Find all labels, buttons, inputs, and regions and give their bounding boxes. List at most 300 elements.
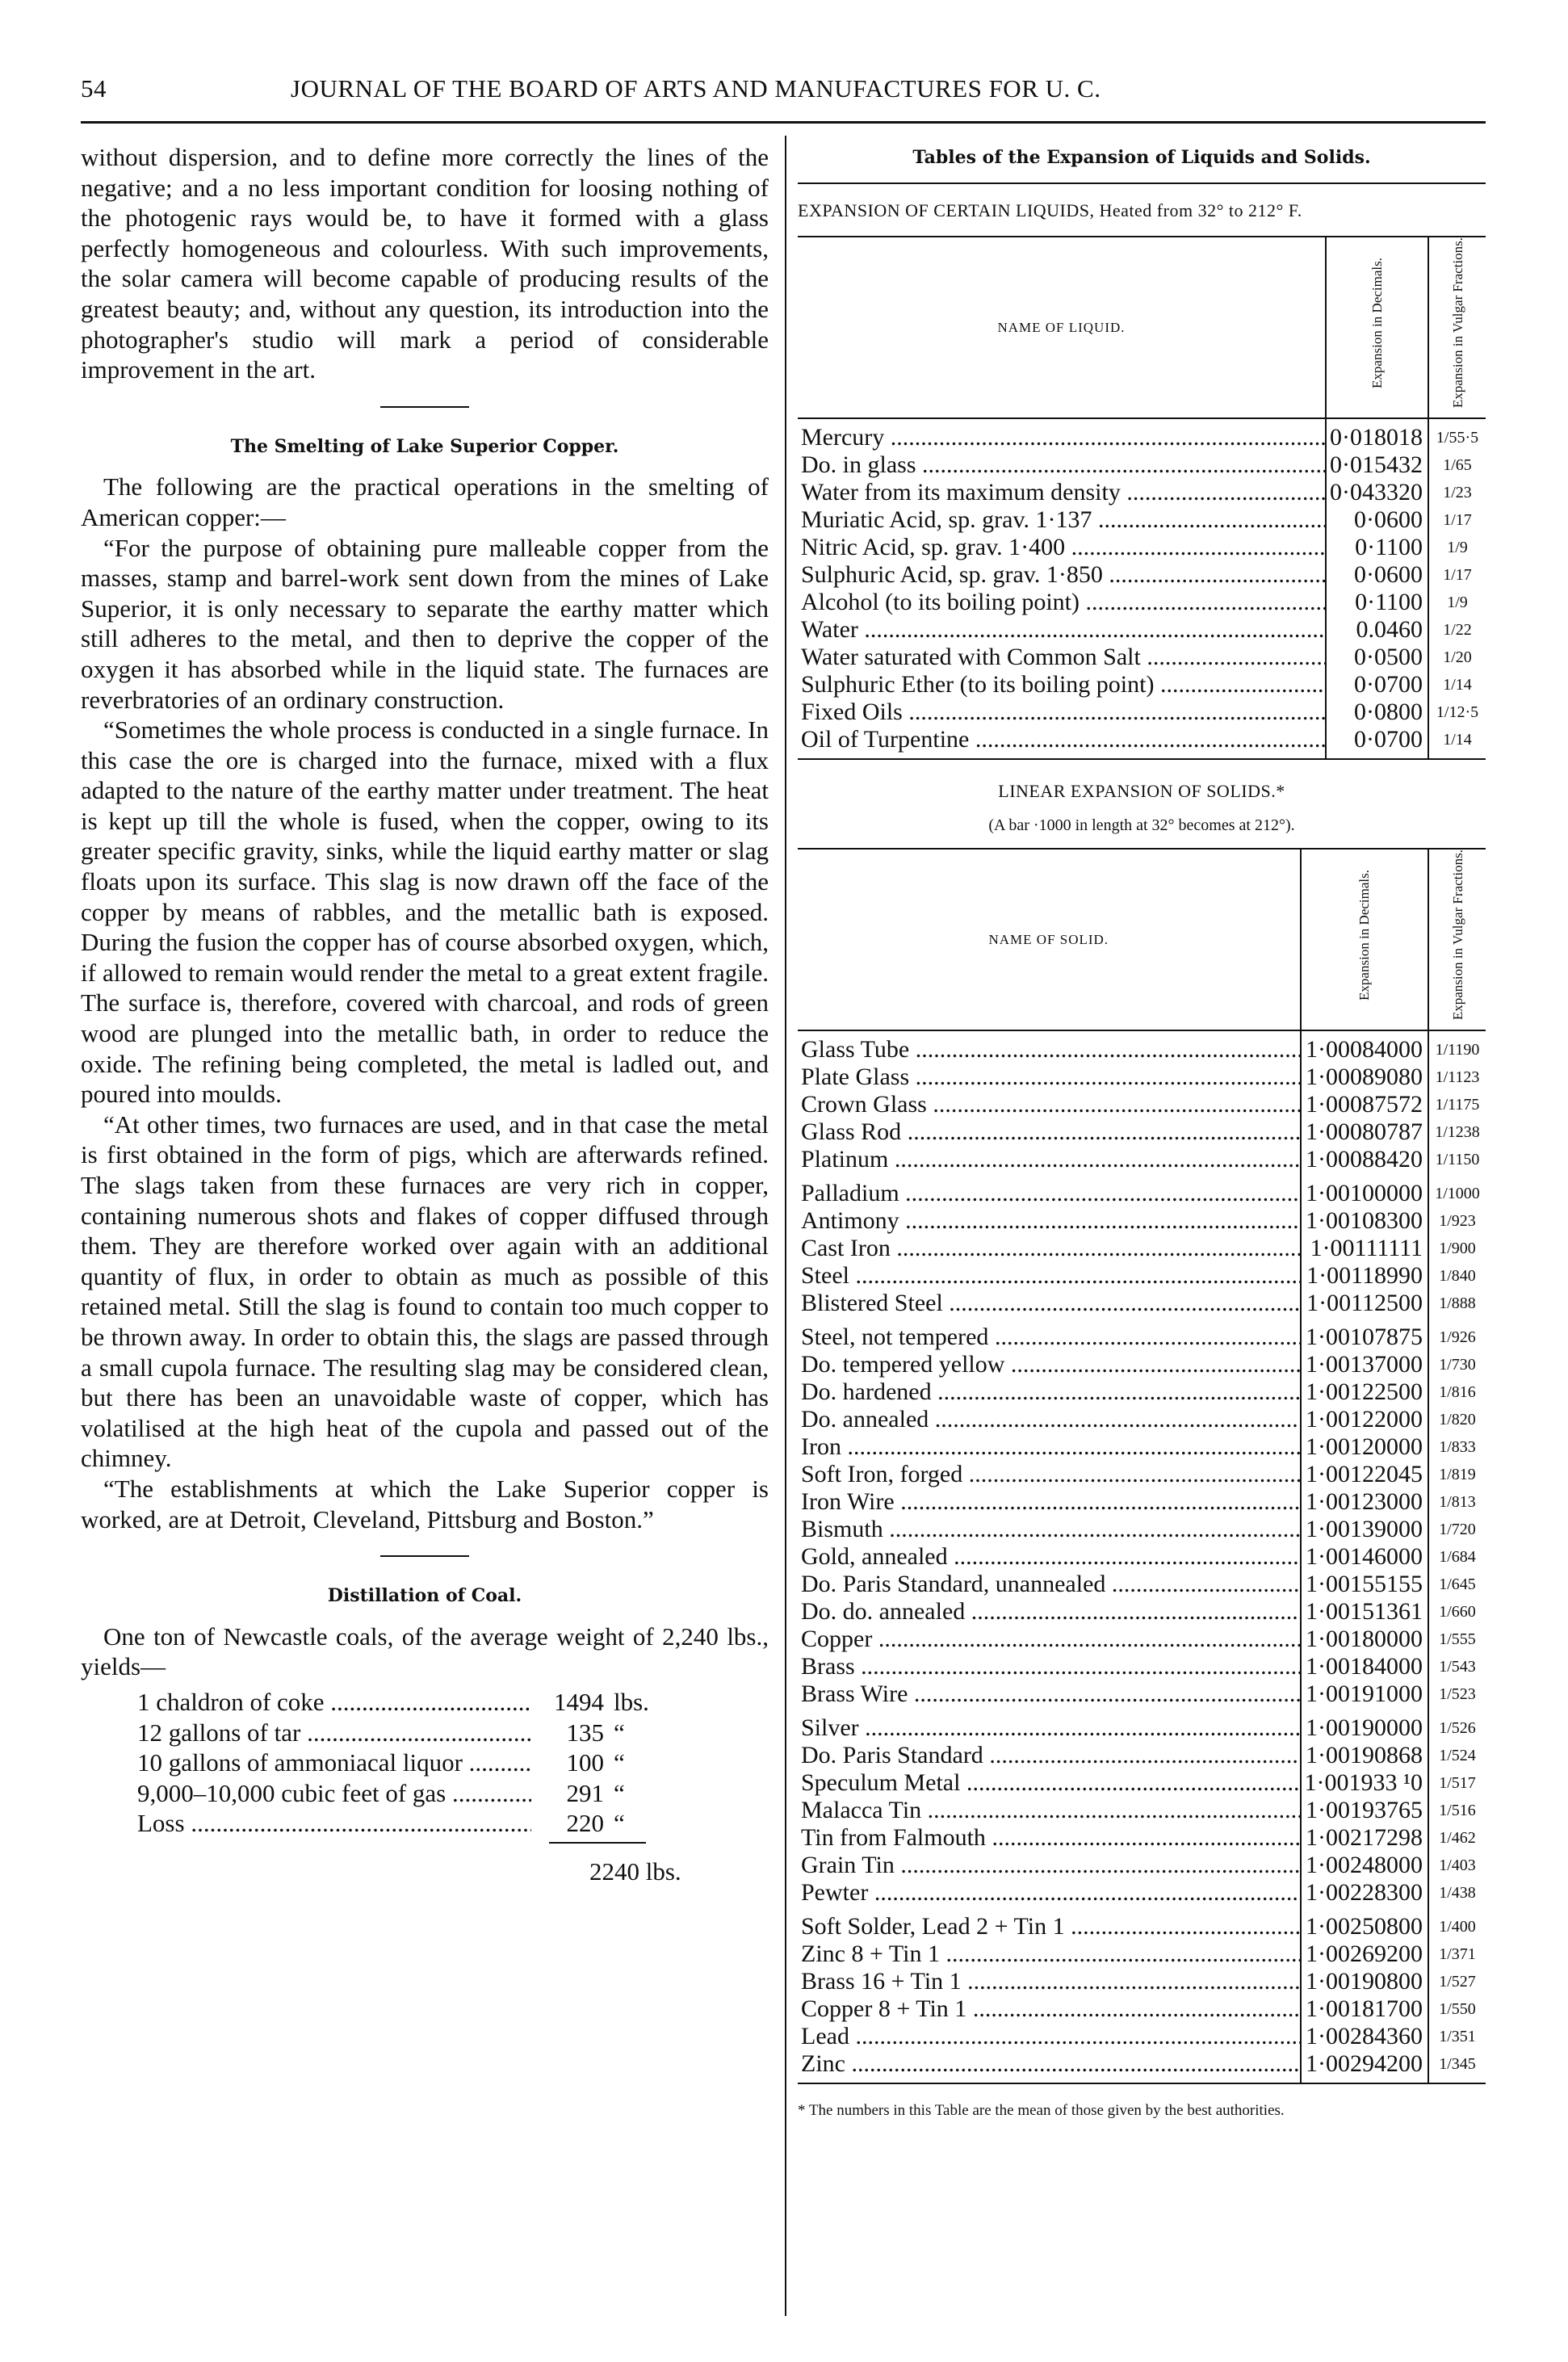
row-name — [798, 1653, 1301, 1680]
table-row — [798, 1516, 1486, 1543]
row-decimal — [1301, 2050, 1428, 2083]
row-fraction-text: 1/840 — [1439, 1267, 1476, 1286]
row-fraction-text: 1/17 — [1443, 566, 1472, 585]
row-decimal — [1301, 1118, 1428, 1146]
table-row — [798, 561, 1486, 589]
row-name-text: Iron Wire ..... — [801, 1488, 1301, 1515]
row-decimal-text: 1·00087572 — [1306, 1091, 1423, 1118]
row-fraction-text: 1/926 — [1439, 1328, 1476, 1347]
row-decimal — [1301, 1769, 1428, 1797]
row-decimal — [1301, 1598, 1428, 1626]
table-row — [798, 1824, 1486, 1852]
row-decimal-text: 1·00190800 — [1306, 1968, 1423, 1995]
row-fraction — [1428, 644, 1486, 671]
table-row — [798, 1708, 1486, 1742]
row-decimal-text: 1·00084000 — [1306, 1036, 1423, 1064]
row-fraction-text: 1/371 — [1439, 1945, 1476, 1964]
row-fraction — [1428, 726, 1486, 759]
row-name — [798, 1433, 1301, 1461]
row-decimal — [1301, 1173, 1428, 1207]
row-decimal — [1301, 1207, 1428, 1235]
table-row — [798, 1995, 1486, 2023]
row-name-text: Plate Glass ..... — [801, 1064, 1301, 1090]
title-rule — [798, 182, 1486, 184]
row-name — [798, 561, 1326, 589]
row-name-text: Blistered Steel ..... — [801, 1290, 1301, 1316]
row-fraction — [1428, 1091, 1486, 1118]
row-name — [798, 1064, 1301, 1091]
coal-yield-item — [137, 1718, 670, 1748]
yield-quantity: 135 — [566, 1718, 604, 1747]
row-fraction-text: 1/923 — [1439, 1212, 1476, 1231]
row-decimal — [1301, 1708, 1428, 1742]
row-decimal — [1301, 1968, 1428, 1995]
liquids-caption: EXPANSION OF CERTAIN LIQUIDS, Heated from 32° to 212° F. — [798, 200, 1302, 220]
row-fraction — [1428, 479, 1486, 506]
row-fraction-text: 1/22 — [1443, 621, 1472, 640]
row-decimal-text: 1·00294200 — [1306, 2050, 1423, 2078]
row-decimal — [1301, 1351, 1428, 1378]
row-name — [798, 1571, 1301, 1598]
row-name — [798, 589, 1326, 616]
smelting-paragraph: “Sometimes the whole process is conducted in a single furnace. In this case the ore is charged into the furnace, mixed with a flux adapted to the nature of the earthy matter under treatment. The heat is kept up till the whole is fused, when the copper, owing to its greater specific gravity, sinks, while the liquid earthy matter or slag floats upon its surface. This slag is now drawn off the face of the copper by means of rabbles, and the metallic bath is exposed. During the fusion the copper has of course absorbed oxygen, which, if allowed to remain would render the metal to a great extent fragile. The surface is, therefore, covered with charcoal, and rods of green wood are plunged into the metallic bath, in order to reduce the oxide. The refining being completed, the metal is ladled out, and poured into moulds. — [81, 715, 769, 1109]
table-row — [798, 1680, 1486, 1708]
row-fraction — [1428, 1680, 1486, 1708]
row-fraction — [1428, 1146, 1486, 1173]
table-row — [798, 1852, 1486, 1879]
solids-fraction-header — [1428, 849, 1486, 1030]
row-fraction-text: 1/351 — [1439, 2028, 1476, 2046]
row-decimal — [1326, 616, 1428, 644]
row-name-text: Steel ..... — [801, 1262, 1301, 1289]
table-row — [798, 1461, 1486, 1488]
yield-quantity: 220 — [566, 1809, 604, 1838]
row-name-text: Pewter ..... — [801, 1879, 1301, 1906]
row-fraction-text: 1/400 — [1439, 1918, 1476, 1936]
row-fraction — [1428, 1378, 1486, 1406]
row-decimal — [1301, 1653, 1428, 1680]
column-divider — [785, 136, 786, 2316]
row-name-text: Do. in glass ..... — [801, 451, 1326, 478]
row-name-text: Steel, not tempered ..... — [801, 1324, 1301, 1350]
row-fraction — [1428, 1406, 1486, 1433]
row-fraction-text: 1/833 — [1439, 1438, 1476, 1457]
row-decimal — [1301, 1378, 1428, 1406]
row-fraction-text: 1/516 — [1439, 1802, 1476, 1820]
row-name-text: Muriatic Acid, sp. grav. 1·137 ..... — [801, 506, 1326, 533]
table-row — [798, 1433, 1486, 1461]
coal-yield-item — [137, 1747, 670, 1778]
row-name — [798, 1235, 1301, 1262]
row-decimal — [1301, 1091, 1428, 1118]
section-rule — [380, 406, 469, 408]
table-row — [798, 1543, 1486, 1571]
row-name — [798, 616, 1326, 644]
row-name-text: Palladium ..... — [801, 1180, 1301, 1206]
yield-unit: “ — [614, 1809, 625, 1838]
row-decimal-text: 1·00118990 — [1306, 1262, 1423, 1290]
row-decimal — [1301, 1907, 1428, 1940]
row-fraction — [1428, 1708, 1486, 1742]
row-name-text: Sulphuric Ether (to its boiling point) ..... — [801, 671, 1326, 698]
row-name — [798, 1852, 1301, 1879]
liquids-fraction-header — [1428, 237, 1486, 418]
table-row — [798, 644, 1486, 671]
row-name-text: Copper ..... — [801, 1626, 1301, 1652]
row-name-text: Bismuth ..... — [801, 1516, 1301, 1542]
row-fraction-text: 1/9 — [1447, 594, 1468, 612]
row-fraction — [1428, 1968, 1486, 1995]
yield-label: 1 chaldron of coke ..... — [137, 1687, 531, 1718]
journal-title: JOURNAL OF THE BOARD OF ARTS AND MANUFACTURES FOR U. C. — [291, 74, 1101, 103]
table-row — [798, 699, 1486, 726]
row-name-text: Brass 16 + Tin 1 ..... — [801, 1968, 1301, 1995]
smelting-title: The Smelting of Lake Superior Copper. — [230, 435, 619, 457]
row-decimal — [1301, 1030, 1428, 1064]
row-fraction — [1428, 451, 1486, 479]
row-fraction — [1428, 1995, 1486, 2023]
table-row — [798, 534, 1486, 561]
row-fraction-text: 1/730 — [1439, 1356, 1476, 1374]
table-row — [798, 1940, 1486, 1968]
row-decimal-text: 1·00269200 — [1306, 1940, 1423, 1968]
row-fraction-text: 1/900 — [1439, 1240, 1476, 1258]
table-row — [798, 1378, 1486, 1406]
table-row — [798, 589, 1486, 616]
row-decimal — [1326, 726, 1428, 759]
tables-title: Tables of the Expansion of Liquids and Solids. — [912, 147, 1371, 168]
yield-quantity: 1494 — [554, 1687, 604, 1716]
row-fraction-text: 1/14 — [1443, 676, 1472, 694]
row-decimal — [1301, 1488, 1428, 1516]
table-row — [798, 1598, 1486, 1626]
row-decimal-text: 0·0600 — [1354, 561, 1423, 589]
row-decimal-text: 1·00122000 — [1306, 1406, 1423, 1433]
row-name — [798, 1742, 1301, 1769]
table-row — [798, 1571, 1486, 1598]
row-name — [798, 1626, 1301, 1653]
row-name-text: Iron ..... — [801, 1433, 1301, 1460]
table-row — [798, 1030, 1486, 1064]
row-decimal — [1301, 2023, 1428, 2050]
row-decimal-text: 1·00190868 — [1306, 1742, 1423, 1769]
row-fraction — [1428, 1173, 1486, 1207]
row-name — [798, 1461, 1301, 1488]
row-name — [798, 1995, 1301, 2023]
row-name — [798, 1968, 1301, 1995]
row-name — [798, 1598, 1301, 1626]
row-name — [798, 726, 1326, 759]
row-decimal — [1301, 1824, 1428, 1852]
row-fraction-text: 1/1000 — [1435, 1185, 1480, 1203]
row-name-text: Tin from Falmouth ..... — [801, 1824, 1301, 1851]
row-fraction-text: 1/23 — [1443, 484, 1472, 502]
row-decimal — [1301, 1680, 1428, 1708]
solids-name-header: NAME OF SOLID. — [798, 849, 1301, 1030]
solids-caption: LINEAR EXPANSION OF SOLIDS.* — [998, 781, 1285, 802]
table-row — [798, 1879, 1486, 1907]
row-fraction-text: 1/1175 — [1435, 1096, 1480, 1114]
row-decimal-text: 0·0800 — [1354, 699, 1423, 726]
row-decimal-text: 1·00250800 — [1306, 1913, 1423, 1940]
row-decimal-text: 0·0600 — [1354, 506, 1423, 534]
coal-yield-item — [137, 1808, 670, 1839]
row-fraction — [1428, 1824, 1486, 1852]
table-row — [798, 451, 1486, 479]
row-fraction-text: 1/1123 — [1435, 1068, 1480, 1087]
row-fraction — [1428, 1879, 1486, 1907]
row-name-text: Glass Tube ..... — [801, 1036, 1301, 1063]
row-fraction — [1428, 1118, 1486, 1146]
smelting-paragraph: “At other times, two furnaces are used, and in that case the metal is first obtained in the form of pigs, which are afterwards refined. The slags taken from these furnaces are very rich in copper, containing numerous shots and flakes of copper diffused through them. They are therefore worked over again with an additional quantity of flux, in order to obtain as much as possible of this retained metal. Still the slag is found to contain too much copper to be thrown away. In order to obtain this, the slags are passed through a small cupola furnace. The resulting slag may be considered clean, but there has been an unavoidable waste of copper, which has volatilised at the high heat of the cupola and passed out of the chimney. — [81, 1110, 769, 1473]
row-decimal — [1301, 1797, 1428, 1824]
row-fraction-text: 1/14 — [1443, 731, 1472, 749]
row-name — [798, 1708, 1301, 1742]
row-name-text: Fixed Oils ..... — [801, 699, 1326, 725]
row-decimal-text: 0·1100 — [1355, 534, 1423, 561]
row-fraction — [1428, 1262, 1486, 1290]
liquids-body — [798, 418, 1486, 759]
row-fraction-text: 1/819 — [1439, 1466, 1476, 1484]
table-row — [798, 1907, 1486, 1940]
row-name — [798, 2023, 1301, 2050]
row-fraction-text: 1/523 — [1439, 1685, 1476, 1704]
row-decimal — [1326, 561, 1428, 589]
row-fraction — [1428, 2023, 1486, 2050]
row-decimal-text: 1·00181700 — [1306, 1995, 1423, 2023]
row-fraction — [1428, 2050, 1486, 2083]
page-number: 54 — [81, 74, 107, 103]
table-row — [798, 1653, 1486, 1680]
row-decimal-text: 1·00120000 — [1306, 1433, 1423, 1461]
row-decimal — [1301, 1406, 1428, 1433]
row-decimal-text: 1·00146000 — [1306, 1543, 1423, 1571]
row-decimal — [1326, 589, 1428, 616]
row-name — [798, 1488, 1301, 1516]
row-decimal-text: 1·00089080 — [1306, 1064, 1423, 1091]
table-row — [798, 1769, 1486, 1797]
row-fraction — [1428, 1235, 1486, 1262]
row-decimal-text: 1·00228300 — [1306, 1879, 1423, 1907]
row-fraction — [1428, 1317, 1486, 1351]
yield-label: 12 gallons of tar ..... — [137, 1718, 531, 1748]
row-decimal — [1326, 479, 1428, 506]
row-decimal-text: 1·00191000 — [1306, 1680, 1423, 1708]
row-name — [798, 1317, 1301, 1351]
row-name — [798, 418, 1326, 451]
row-fraction-text: 1/345 — [1439, 2055, 1476, 2074]
row-name — [798, 1146, 1301, 1173]
table-row — [798, 1262, 1486, 1290]
row-fraction-text: 1/888 — [1439, 1294, 1476, 1313]
row-decimal — [1301, 1064, 1428, 1091]
row-fraction — [1428, 1030, 1486, 1064]
coal-intro: One ton of Newcastle coals, of the average weight of 2,240 lbs., yields— — [81, 1622, 769, 1681]
row-name — [798, 1173, 1301, 1207]
table-row — [798, 616, 1486, 644]
row-fraction-text: 1/1190 — [1435, 1041, 1480, 1059]
row-name — [798, 1797, 1301, 1824]
row-fraction-text: 1/462 — [1439, 1829, 1476, 1848]
row-name — [798, 1207, 1301, 1235]
row-decimal — [1301, 1852, 1428, 1879]
row-fraction — [1428, 699, 1486, 726]
row-fraction — [1428, 1626, 1486, 1653]
row-decimal — [1326, 699, 1428, 726]
row-name-text: Antimony ..... — [801, 1207, 1301, 1234]
row-name-text: Malacca Tin ..... — [801, 1797, 1301, 1823]
yield-quantity: 291 — [566, 1778, 604, 1807]
row-name — [798, 1030, 1301, 1064]
coal-total: 2240 lbs. — [589, 1856, 681, 1886]
row-name-text: Oil of Turpentine ..... — [801, 726, 1326, 753]
row-decimal-text: 1·00180000 — [1306, 1626, 1423, 1653]
row-fraction — [1428, 1769, 1486, 1797]
row-decimal — [1301, 1995, 1428, 2023]
row-name-text: Cast Iron ..... — [801, 1235, 1301, 1261]
row-name-text: Brass Wire ..... — [801, 1680, 1301, 1707]
row-decimal-text: 0·0700 — [1354, 671, 1423, 699]
row-fraction-text: 1/813 — [1439, 1493, 1476, 1512]
row-decimal — [1301, 1940, 1428, 1968]
row-name — [798, 1290, 1301, 1317]
row-name-text: Zinc 8 + Tin 1 ..... — [801, 1940, 1301, 1967]
row-fraction — [1428, 1797, 1486, 1824]
row-decimal — [1326, 451, 1428, 479]
row-decimal-text: 1·00137000 — [1306, 1351, 1423, 1378]
row-decimal-text: 1·00122500 — [1306, 1378, 1423, 1406]
liquids-table — [798, 236, 1486, 760]
row-name — [798, 1406, 1301, 1433]
row-decimal — [1301, 1571, 1428, 1598]
table-row — [798, 1173, 1486, 1207]
row-name-text: Do. hardened ..... — [801, 1378, 1301, 1405]
row-decimal-text: 1·00123000 — [1306, 1488, 1423, 1516]
row-name — [798, 671, 1326, 699]
coal-yield-item — [137, 1687, 670, 1718]
row-name-text: Lead ..... — [801, 2023, 1301, 2049]
row-decimal — [1301, 1516, 1428, 1543]
row-decimal-text: 1·00190000 — [1306, 1714, 1423, 1742]
row-name — [798, 1907, 1301, 1940]
row-name-text: Copper 8 + Tin 1 ..... — [801, 1995, 1301, 2022]
row-name — [798, 1118, 1301, 1146]
row-name — [798, 644, 1326, 671]
row-name-text: Nitric Acid, sp. grav. 1·400 ..... — [801, 534, 1326, 560]
row-name-text: Platinum ..... — [801, 1146, 1301, 1173]
row-name-text: Brass ..... — [801, 1653, 1301, 1680]
row-fraction-text: 1/517 — [1439, 1774, 1476, 1793]
row-decimal — [1301, 1742, 1428, 1769]
table-row — [798, 1146, 1486, 1173]
row-decimal-text: 1·00151361 — [1306, 1598, 1423, 1626]
row-fraction — [1428, 1290, 1486, 1317]
row-name-text: Gold, annealed ..... — [801, 1543, 1301, 1570]
table-row — [798, 1091, 1486, 1118]
row-decimal — [1301, 1626, 1428, 1653]
row-name-text: Do. annealed ..... — [801, 1406, 1301, 1433]
row-decimal — [1326, 506, 1428, 534]
row-fraction-text: 1/820 — [1439, 1411, 1476, 1429]
row-fraction — [1428, 1852, 1486, 1879]
row-fraction — [1428, 1907, 1486, 1940]
intro-paragraph: without dispersion, and to define more correctly the lines of the negative; and a no less important condition for loosing nothing of the photogenic rays would be, to have it formed with a glass perfectly homogeneous and colourless. With such improvements, the solar camera will become capable of producing results of the greatest beauty; and, without any question, its introduction into the photographer's studio will mark a period of considerable improvement in the art. — [81, 143, 769, 384]
row-fraction — [1428, 1351, 1486, 1378]
row-fraction — [1428, 1653, 1486, 1680]
row-name — [798, 1091, 1301, 1118]
row-fraction — [1428, 1571, 1486, 1598]
row-decimal — [1301, 1146, 1428, 1173]
row-decimal-text: 1·00107875 — [1306, 1324, 1423, 1351]
solids-header-row — [798, 849, 1486, 1030]
table-row — [798, 1235, 1486, 1262]
row-fraction — [1428, 506, 1486, 534]
row-decimal — [1301, 1235, 1428, 1262]
row-name — [798, 1378, 1301, 1406]
row-name-text: Soft Solder, Lead 2 + Tin 1 ..... — [801, 1913, 1301, 1940]
row-name — [798, 451, 1326, 479]
table-row — [798, 1406, 1486, 1433]
table-row — [798, 1290, 1486, 1317]
table-row — [798, 1968, 1486, 1995]
fraction-header-text: Expansion in Vulgar Fractions. — [1449, 237, 1465, 409]
table-row — [798, 479, 1486, 506]
row-name-text: Do. Paris Standard ..... — [801, 1742, 1301, 1768]
row-fraction — [1428, 1940, 1486, 1968]
row-name — [798, 1262, 1301, 1290]
row-fraction-text: 1/17 — [1443, 511, 1472, 530]
solids-subcaption: (A bar ·1000 in length at 32° becomes at 212°). — [988, 816, 1295, 835]
table-row — [798, 1118, 1486, 1146]
yield-unit: “ — [614, 1778, 625, 1807]
section-rule — [380, 1555, 469, 1557]
row-name-text: Zinc ..... — [801, 2050, 1301, 2077]
row-fraction-text: 1/20 — [1443, 648, 1472, 667]
liquids-header-row — [798, 237, 1486, 418]
row-decimal-text: 1·00080787 — [1306, 1118, 1423, 1146]
row-name-text: Water from its maximum density ..... — [801, 479, 1326, 506]
row-decimal-text: 1·00284360 — [1306, 2023, 1423, 2050]
row-decimal-text: 1·00248000 — [1306, 1852, 1423, 1879]
row-fraction — [1428, 589, 1486, 616]
row-fraction — [1428, 1488, 1486, 1516]
row-decimal-text: 1·00122045 — [1306, 1461, 1423, 1488]
row-decimal — [1301, 1433, 1428, 1461]
solids-body — [798, 1030, 1486, 2083]
row-decimal — [1301, 1290, 1428, 1317]
row-name-text: Mercury ..... — [801, 424, 1326, 451]
row-decimal-text: 1·00193765 — [1306, 1797, 1423, 1824]
row-fraction — [1428, 1461, 1486, 1488]
row-fraction — [1428, 1207, 1486, 1235]
yield-label: 10 gallons of ammoniacal liquor ..... — [137, 1747, 531, 1778]
liquids-name-header: NAME OF LIQUID. — [798, 237, 1326, 418]
solids-decimal-header — [1301, 849, 1428, 1030]
row-fraction-text: 1/65 — [1443, 456, 1472, 475]
left-column — [81, 142, 769, 1886]
row-fraction-text: 1/9 — [1447, 539, 1468, 557]
row-fraction-text: 1/55·5 — [1436, 429, 1479, 447]
decimal-header-text: Expansion in Decimals. — [1356, 869, 1373, 1001]
row-fraction-text: 1/684 — [1439, 1548, 1476, 1567]
running-head — [81, 74, 1486, 111]
row-fraction-text: 1/550 — [1439, 2000, 1476, 2019]
row-name — [798, 2050, 1301, 2083]
table-row — [798, 2050, 1486, 2083]
row-name-text: Glass Rod ..... — [801, 1118, 1301, 1145]
row-decimal-text: 1·00108300 — [1306, 1207, 1423, 1235]
row-decimal-text: 1·00155155 — [1306, 1571, 1423, 1598]
